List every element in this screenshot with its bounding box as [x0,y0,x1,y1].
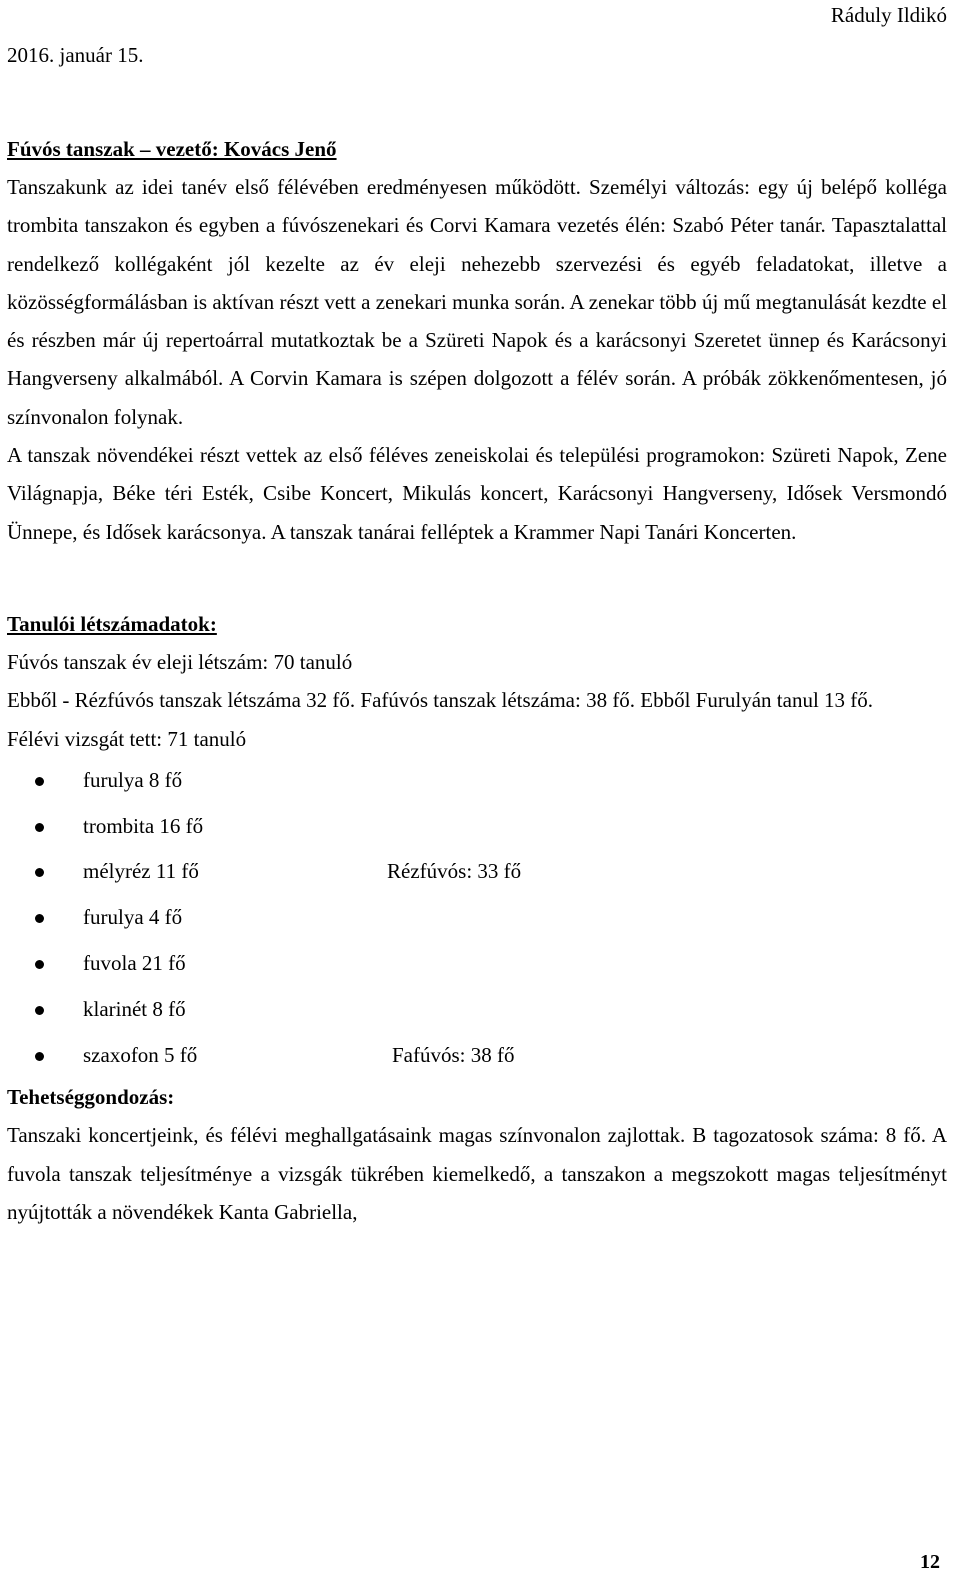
bullet-icon [35,823,44,832]
bullet-icon [35,914,44,923]
exam-count-line: Félévi vizsgát tett: 71 tanuló [7,726,247,751]
list-item-label: mélyréz 11 fő [83,859,199,884]
list-item-label: furulya 8 fő [83,767,183,792]
section-heading-student-numbers: Tanulói létszámadatok: [7,611,217,636]
student-count-line: Fúvós tanszak év eleji létszám: 70 tanuló [7,649,353,674]
bullet-icon [35,1006,44,1015]
bullet-icon [35,868,44,877]
bullet-icon [35,960,44,969]
header-author: Ráduly Ildikó [830,3,947,27]
student-breakdown-line: Ebből - Rézfúvós tanszak létszáma 32 fő. Fafúvós tanszak létszáma: 38 fő. Ebből Furulyán tanul 13 fő. [7,688,874,713]
bullet-icon [35,1052,44,1061]
list-item [7,804,947,850]
instrument-list [7,758,947,1079]
bullet-icon [35,777,44,786]
list-item [7,849,947,895]
paragraph-talent-care: Tanszaki koncertjeink, és félévi meghallgatásaink magas színvonalon zajlottak. B tagozatosok száma: 8 fő. A fuvola tanszak teljesítménye a vizsgák tükrében kiemelkedő, a tanszakon a megszokott magas teljesítményt nyújtották a növendékek Kanta Gabriella, [7,1123,947,1225]
list-item [7,987,947,1033]
list-item [7,941,947,987]
list-item-label: szaxofon 5 fő [83,1042,198,1067]
list-item-label: trombita 16 fő [83,813,204,838]
page-number: 12 [920,1551,940,1573]
header-date: 2016. január 15. [7,43,144,67]
spacer [7,551,947,605]
group-total-brass: Rézfúvós: 33 fő [387,859,522,884]
section-heading-wind-department: Fúvós tanszak – vezető: Kovács Jenő [7,137,337,161]
list-item [7,758,947,804]
list-item-label: furulya 4 fő [83,905,183,930]
list-item [7,1033,947,1079]
section-heading-talent-care: Tehetséggondozás: [7,1085,175,1110]
paragraph-student-programs: A tanszak növendékei részt vettek az első féléves zeneiskolai és települési programokon: Szüreti Napok, Zene Világnapja, Béke téri Esték, Csibe Koncert, Mikulás koncert, Karácsonyi Hangverseny, Idősek Versmondó Ünnepe, és Idősek karácsonya. A tanszak tanárai felléptek a Krammer Napi Tanári Koncerten. [7,443,947,544]
list-item-label: fuvola 21 fő [83,951,186,976]
group-total-woodwind: Fafúvós: 38 fő [392,1042,515,1067]
list-item-label: klarinét 8 fő [83,996,186,1021]
list-item [7,895,947,941]
paragraph-department-report: Tanszakunk az idei tanév első félévében eredményesen működött. Személyi változás: egy új belépő kolléga trombita tanszakon és egyben a fúvószenekari és Corvi Kamara vezetés élén: Szabó Péter tanár. Tapasztalattal rendelkező kollégaként jól kezelte az év eleji nehezebb szervezési és egyéb feladatokat, illetve a közösségformálásban is aktívan részt vett a zenekari munka során. A zenekar több új mű megtanulását kezdte el és részben már új repertoárral mutatkoztak be a Szüreti Napok és a karácsonyi Szeretet ünnep és Karácsonyi Hangverseny alkalmából. A Corvin Kamara is szépen dolgozott a félév során. A próbák zökkenőmentesen, jó színvonalon folynak. [7,175,947,429]
document-body [7,130,947,1231]
